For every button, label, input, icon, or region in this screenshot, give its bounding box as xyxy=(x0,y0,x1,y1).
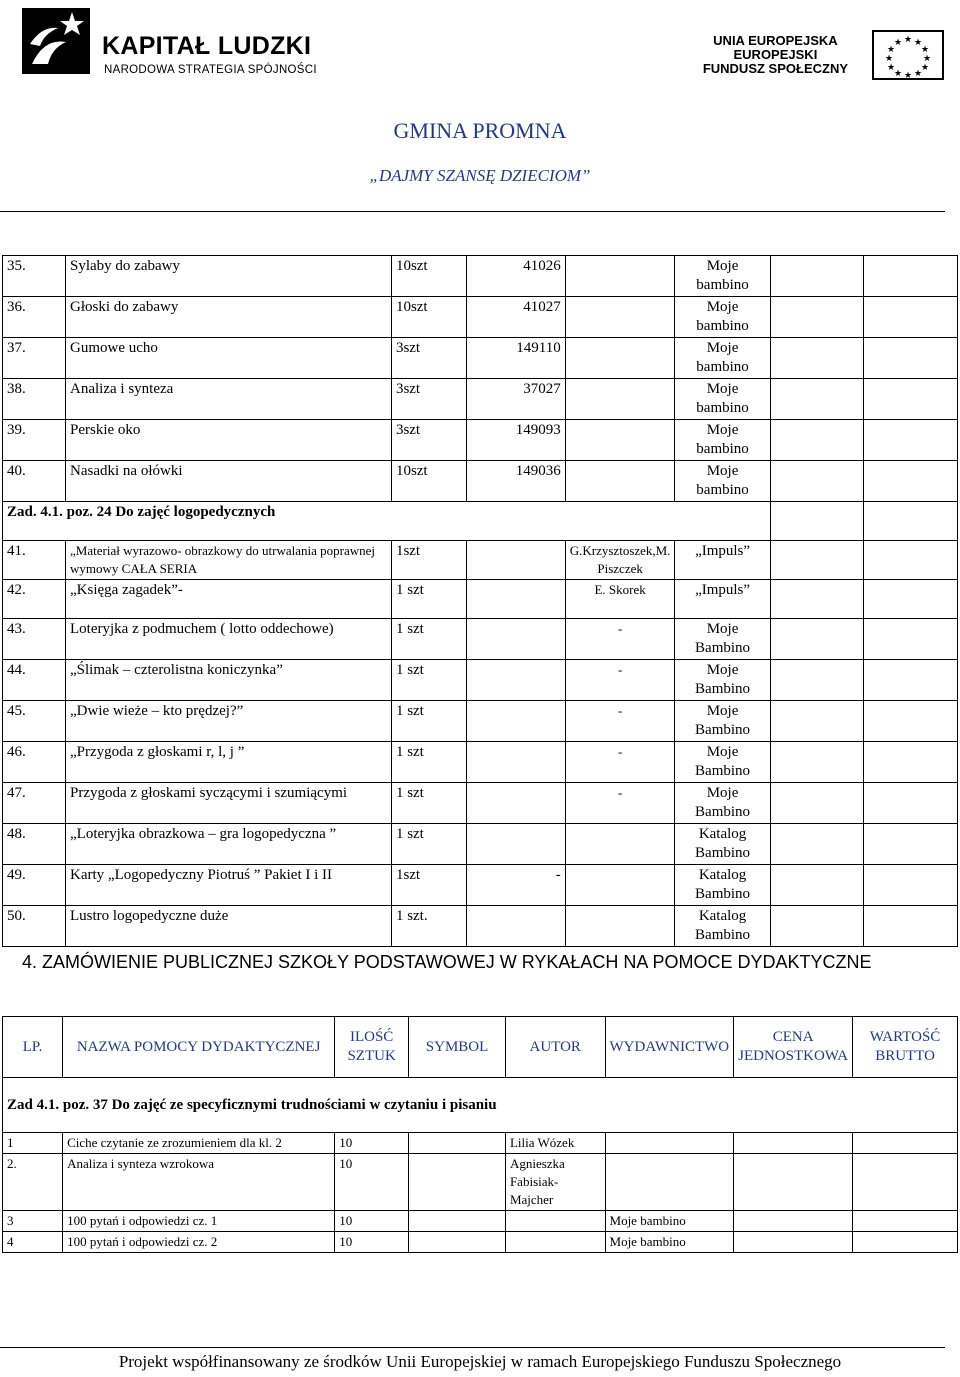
svg-text:★: ★ xyxy=(886,45,896,55)
cell-publisher: Moje Bambino xyxy=(675,783,770,824)
kl-title: KAPITAŁ LUDZKI xyxy=(102,32,312,60)
cell-lp: 45. xyxy=(3,701,66,742)
header-ilosc: ILOŚĆ SZTUK xyxy=(335,1017,409,1078)
cell-qty: 3szt xyxy=(391,338,466,379)
cell-qty: 1 szt. xyxy=(391,906,466,947)
cell-price xyxy=(770,701,864,742)
cell-author: Lilia Wózek xyxy=(505,1133,605,1154)
motto: „DAJMY SZANSĘ DZIECIOM” xyxy=(369,166,591,185)
cell-author xyxy=(505,1232,605,1253)
cell-publisher: „Impuls” xyxy=(675,541,770,580)
svg-text:★: ★ xyxy=(893,38,903,48)
cell-author xyxy=(565,906,675,947)
cell-publisher: Moje Bambino xyxy=(675,660,770,701)
svg-text:★: ★ xyxy=(920,45,930,55)
cell-author xyxy=(505,1211,605,1232)
cell-publisher: Katalog Bambino xyxy=(675,865,770,906)
cell-price xyxy=(770,742,864,783)
cell-author xyxy=(565,338,675,379)
cell-publisher: Moje bambino xyxy=(675,338,770,379)
cell-publisher: „Impuls” xyxy=(675,580,770,619)
cell-lp: 3 xyxy=(3,1211,63,1232)
table-row xyxy=(3,1133,958,1154)
cell-value xyxy=(864,619,958,660)
footer-text: Projekt współfinansowany ze środków Unii Europejskiej w ramach Europejskiego Funduszu Społecznego xyxy=(118,1352,842,1371)
cell-price xyxy=(734,1154,853,1211)
cell-qty: 10 xyxy=(335,1154,409,1211)
table-row xyxy=(3,906,958,947)
eu-line1: UNIA EUROPEJSKA xyxy=(713,33,838,48)
cell-price xyxy=(770,379,864,420)
cell-value xyxy=(853,1154,958,1211)
cell-publisher: Moje bambino xyxy=(675,461,770,502)
cell-value xyxy=(864,541,958,580)
cell-price xyxy=(770,660,864,701)
cell-price xyxy=(734,1133,853,1154)
cell-name: „Dwie wieże – kto prędzej?” xyxy=(66,701,392,742)
cell-price xyxy=(770,297,864,338)
cell-author xyxy=(565,461,675,502)
table-row xyxy=(3,660,958,701)
header-wydawnictwo: WYDAWNICTWO xyxy=(605,1017,734,1078)
cell-price xyxy=(770,461,864,502)
svg-text:★: ★ xyxy=(903,71,913,78)
cell-name: Sylaby do zabawy xyxy=(66,256,392,297)
cell-value xyxy=(864,379,958,420)
cell-name: 100 pytań i odpowiedzi cz. 2 xyxy=(63,1232,335,1253)
cell-name: Karty „Logopedyczny Piotruś ” Pakiet I i II xyxy=(66,865,392,906)
table-row xyxy=(3,1154,958,1211)
cell-name: „Przygoda z głoskami r, l, j ” xyxy=(66,742,392,783)
cell-qty: 10 xyxy=(335,1232,409,1253)
cell-price xyxy=(770,502,864,541)
cell-name: Nasadki na ołówki xyxy=(66,461,392,502)
cell-value xyxy=(864,742,958,783)
cell-publisher: Moje bambino xyxy=(675,420,770,461)
cell-author: - xyxy=(565,783,675,824)
eu-logo xyxy=(604,30,944,82)
table-row xyxy=(3,541,958,580)
cell-qty: 1szt xyxy=(391,865,466,906)
cell-lp: 37. xyxy=(3,338,66,379)
header-lp: LP. xyxy=(3,1017,63,1078)
cell-qty: 1 szt xyxy=(391,742,466,783)
table2-header-row xyxy=(3,1017,958,1078)
cell-qty: 1 szt xyxy=(391,824,466,865)
cell-value xyxy=(864,783,958,824)
cell-name: „Księga zagadek”- xyxy=(66,580,392,619)
cell-value xyxy=(864,420,958,461)
cell-qty: 10szt xyxy=(391,256,466,297)
cell-publisher: Moje bambino xyxy=(675,379,770,420)
eu-line2: EUROPEJSKI xyxy=(733,47,818,62)
cell-author: Agnieszka Fabisiak-Majcher xyxy=(505,1154,605,1211)
gmina-title: GMINA PROMNA xyxy=(393,118,567,143)
table-row xyxy=(3,580,958,619)
cell-value xyxy=(864,701,958,742)
table-row xyxy=(3,420,958,461)
cell-author: - xyxy=(565,619,675,660)
cell-price xyxy=(770,865,864,906)
cell-author xyxy=(565,420,675,461)
cell-name: „Ślimak – czterolistna koniczynka” xyxy=(66,660,392,701)
eu-flag-icon xyxy=(872,30,944,80)
cell-symbol: 41026 xyxy=(466,256,565,297)
cell-author: - xyxy=(565,742,675,783)
cell-qty: 1 szt xyxy=(391,660,466,701)
cell-author xyxy=(565,256,675,297)
cell-price xyxy=(770,783,864,824)
cell-value xyxy=(864,461,958,502)
cell-publisher: Moje Bambino xyxy=(675,701,770,742)
table-row xyxy=(3,701,958,742)
cell-symbol xyxy=(466,660,565,701)
cell-lp: 48. xyxy=(3,824,66,865)
cell-value xyxy=(864,297,958,338)
cell-price xyxy=(770,906,864,947)
cell-lp: 42. xyxy=(3,580,66,619)
section-row xyxy=(3,1078,958,1133)
cell-author xyxy=(565,297,675,338)
cell-value xyxy=(864,338,958,379)
cell-author: - xyxy=(565,660,675,701)
header-wartosc: WARTOŚĆ BRUTTO xyxy=(853,1017,958,1078)
svg-text:★: ★ xyxy=(922,54,932,64)
svg-text:★: ★ xyxy=(893,69,903,78)
cell-lp: 38. xyxy=(3,379,66,420)
svg-text:★: ★ xyxy=(913,38,923,48)
header-nazwa: NAZWA POMOCY DYDAKTYCZNEJ xyxy=(63,1017,335,1078)
cell-value xyxy=(864,502,958,541)
cell-qty: 10szt xyxy=(391,297,466,338)
cell-name: Gumowe ucho xyxy=(66,338,392,379)
cell-price xyxy=(770,824,864,865)
cell-author: E. Skorek xyxy=(565,580,675,619)
cell-publisher: Moje bambino xyxy=(675,297,770,338)
cell-lp: 49. xyxy=(3,865,66,906)
cell-name: Analiza i synteza wzrokowa xyxy=(63,1154,335,1211)
table-row xyxy=(3,783,958,824)
cell-price xyxy=(770,619,864,660)
svg-text:★: ★ xyxy=(903,35,913,45)
cell-lp: 44. xyxy=(3,660,66,701)
cell-qty: 1 szt xyxy=(391,701,466,742)
cell-qty: 10 xyxy=(335,1211,409,1232)
cell-lp: 47. xyxy=(3,783,66,824)
cell-price xyxy=(770,580,864,619)
cell-symbol: 41027 xyxy=(466,297,565,338)
cell-publisher: Moje Bambino xyxy=(675,742,770,783)
svg-text:★: ★ xyxy=(886,63,896,73)
cell-symbol: 149110 xyxy=(466,338,565,379)
cell-author xyxy=(565,824,675,865)
section-row xyxy=(3,502,958,541)
table-row xyxy=(3,338,958,379)
cell-lp: 50. xyxy=(3,906,66,947)
cell-symbol xyxy=(466,701,565,742)
cell-lp: 2. xyxy=(3,1154,63,1211)
table-row xyxy=(3,824,958,865)
cell-publisher: Katalog Bambino xyxy=(675,906,770,947)
cell-publisher xyxy=(605,1154,734,1211)
cell-value xyxy=(864,660,958,701)
cell-publisher xyxy=(605,1133,734,1154)
cell-lp: 43. xyxy=(3,619,66,660)
table-row xyxy=(3,619,958,660)
cell-price xyxy=(734,1232,853,1253)
cell-lp: 40. xyxy=(3,461,66,502)
table-pomoce-1 xyxy=(2,255,958,947)
cell-name: 100 pytań i odpowiedzi cz. 1 xyxy=(63,1211,335,1232)
cell-lp: 35. xyxy=(3,256,66,297)
cell-name: Analiza i synteza xyxy=(66,379,392,420)
cell-name: Perskie oko xyxy=(66,420,392,461)
cell-lp: 36. xyxy=(3,297,66,338)
cell-publisher: Moje Bambino xyxy=(675,619,770,660)
header-autor: AUTOR xyxy=(505,1017,605,1078)
cell-publisher: Katalog Bambino xyxy=(675,824,770,865)
header-divider xyxy=(0,211,945,212)
cell-symbol xyxy=(466,906,565,947)
cell-lp: 39. xyxy=(3,420,66,461)
cell-value xyxy=(853,1133,958,1154)
section-title: Zad 4.1. poz. 37 Do zajęć ze specyficznymi trudnościami w czytaniu i pisaniu xyxy=(3,1078,958,1133)
cell-symbol xyxy=(409,1211,506,1232)
cell-name: „Materiał wyrazowo- obrazkowy do utrwalania poprawnej wymowy CAŁA SERIA xyxy=(66,541,392,580)
cell-qty: 10szt xyxy=(391,461,466,502)
kapital-ludzki-mark-icon xyxy=(22,8,90,74)
cell-lp: 41. xyxy=(3,541,66,580)
eu-line3: FUNDUSZ SPOŁECZNY xyxy=(702,61,848,76)
svg-text:★: ★ xyxy=(920,63,930,73)
table-row xyxy=(3,1232,958,1253)
cell-symbol: 149036 xyxy=(466,461,565,502)
table-row xyxy=(3,379,958,420)
table-pomoce-2 xyxy=(2,1016,958,1253)
cell-price xyxy=(770,420,864,461)
cell-symbol xyxy=(466,580,565,619)
eu-text xyxy=(703,34,848,76)
cell-symbol xyxy=(466,619,565,660)
cell-value xyxy=(864,256,958,297)
cell-author xyxy=(565,865,675,906)
cell-qty: 1 szt xyxy=(391,783,466,824)
section-title: Zad. 4.1. poz. 24 Do zajęć logopedycznych xyxy=(3,502,771,541)
cell-value xyxy=(864,824,958,865)
footer-divider xyxy=(0,1347,945,1348)
cell-symbol: 37027 xyxy=(466,379,565,420)
kapital-ludzki-logo xyxy=(22,8,322,80)
cell-symbol xyxy=(466,783,565,824)
cell-value xyxy=(864,906,958,947)
cell-price xyxy=(734,1211,853,1232)
cell-symbol: 149093 xyxy=(466,420,565,461)
cell-name: Loteryjka z podmuchem ( lotto oddechowe) xyxy=(66,619,392,660)
cell-qty: 1 szt xyxy=(391,580,466,619)
cell-symbol: - xyxy=(466,865,565,906)
cell-author xyxy=(565,379,675,420)
cell-symbol xyxy=(466,824,565,865)
cell-qty: 1 szt xyxy=(391,619,466,660)
svg-text:★: ★ xyxy=(884,54,894,64)
cell-name: Przygoda z głoskami syczącymi i szumiącymi xyxy=(66,783,392,824)
cell-qty: 3szt xyxy=(391,420,466,461)
cell-publisher: Moje bambino xyxy=(675,256,770,297)
cell-publisher: Moje bambino xyxy=(605,1232,734,1253)
cell-name: Ciche czytanie ze zrozumieniem dla kl. 2 xyxy=(63,1133,335,1154)
cell-price xyxy=(770,256,864,297)
table-row xyxy=(3,742,958,783)
cell-author: G.Krzysztoszek,M. Piszczek xyxy=(565,541,675,580)
cell-value xyxy=(864,865,958,906)
kl-subtitle: NARODOWA STRATEGIA SPÓJNOŚCI xyxy=(104,64,317,76)
cell-qty: 1szt xyxy=(391,541,466,580)
cell-name: Lustro logopedyczne duże xyxy=(66,906,392,947)
cell-qty: 3szt xyxy=(391,379,466,420)
cell-lp: 1 xyxy=(3,1133,63,1154)
cell-symbol xyxy=(409,1133,506,1154)
cell-name: Głoski do zabawy xyxy=(66,297,392,338)
table-row xyxy=(3,461,958,502)
cell-publisher: Moje bambino xyxy=(605,1211,734,1232)
table-row xyxy=(3,297,958,338)
table-row xyxy=(3,1211,958,1232)
cell-author: - xyxy=(565,701,675,742)
cell-symbol xyxy=(409,1154,506,1211)
cell-lp: 46. xyxy=(3,742,66,783)
table-row xyxy=(3,256,958,297)
section-heading-4: 4. ZAMÓWIENIE PUBLICZNEJ SZKOŁY PODSTAWOWEJ W RYKAŁACH NA POMOCE DYDAKTYCZNE xyxy=(22,952,872,972)
cell-lp: 4 xyxy=(3,1232,63,1253)
svg-text:★: ★ xyxy=(913,69,923,78)
cell-name: „Loteryjka obrazkowa – gra logopedyczna ” xyxy=(66,824,392,865)
cell-value xyxy=(864,580,958,619)
cell-price xyxy=(770,338,864,379)
header-cena: CENA JEDNOSTKOWA xyxy=(734,1017,853,1078)
cell-price xyxy=(770,541,864,580)
cell-symbol xyxy=(466,742,565,783)
cell-qty: 10 xyxy=(335,1133,409,1154)
cell-symbol xyxy=(409,1232,506,1253)
cell-symbol xyxy=(466,541,565,580)
cell-value xyxy=(853,1211,958,1232)
table-row xyxy=(3,865,958,906)
header-symbol: SYMBOL xyxy=(409,1017,506,1078)
cell-value xyxy=(853,1232,958,1253)
